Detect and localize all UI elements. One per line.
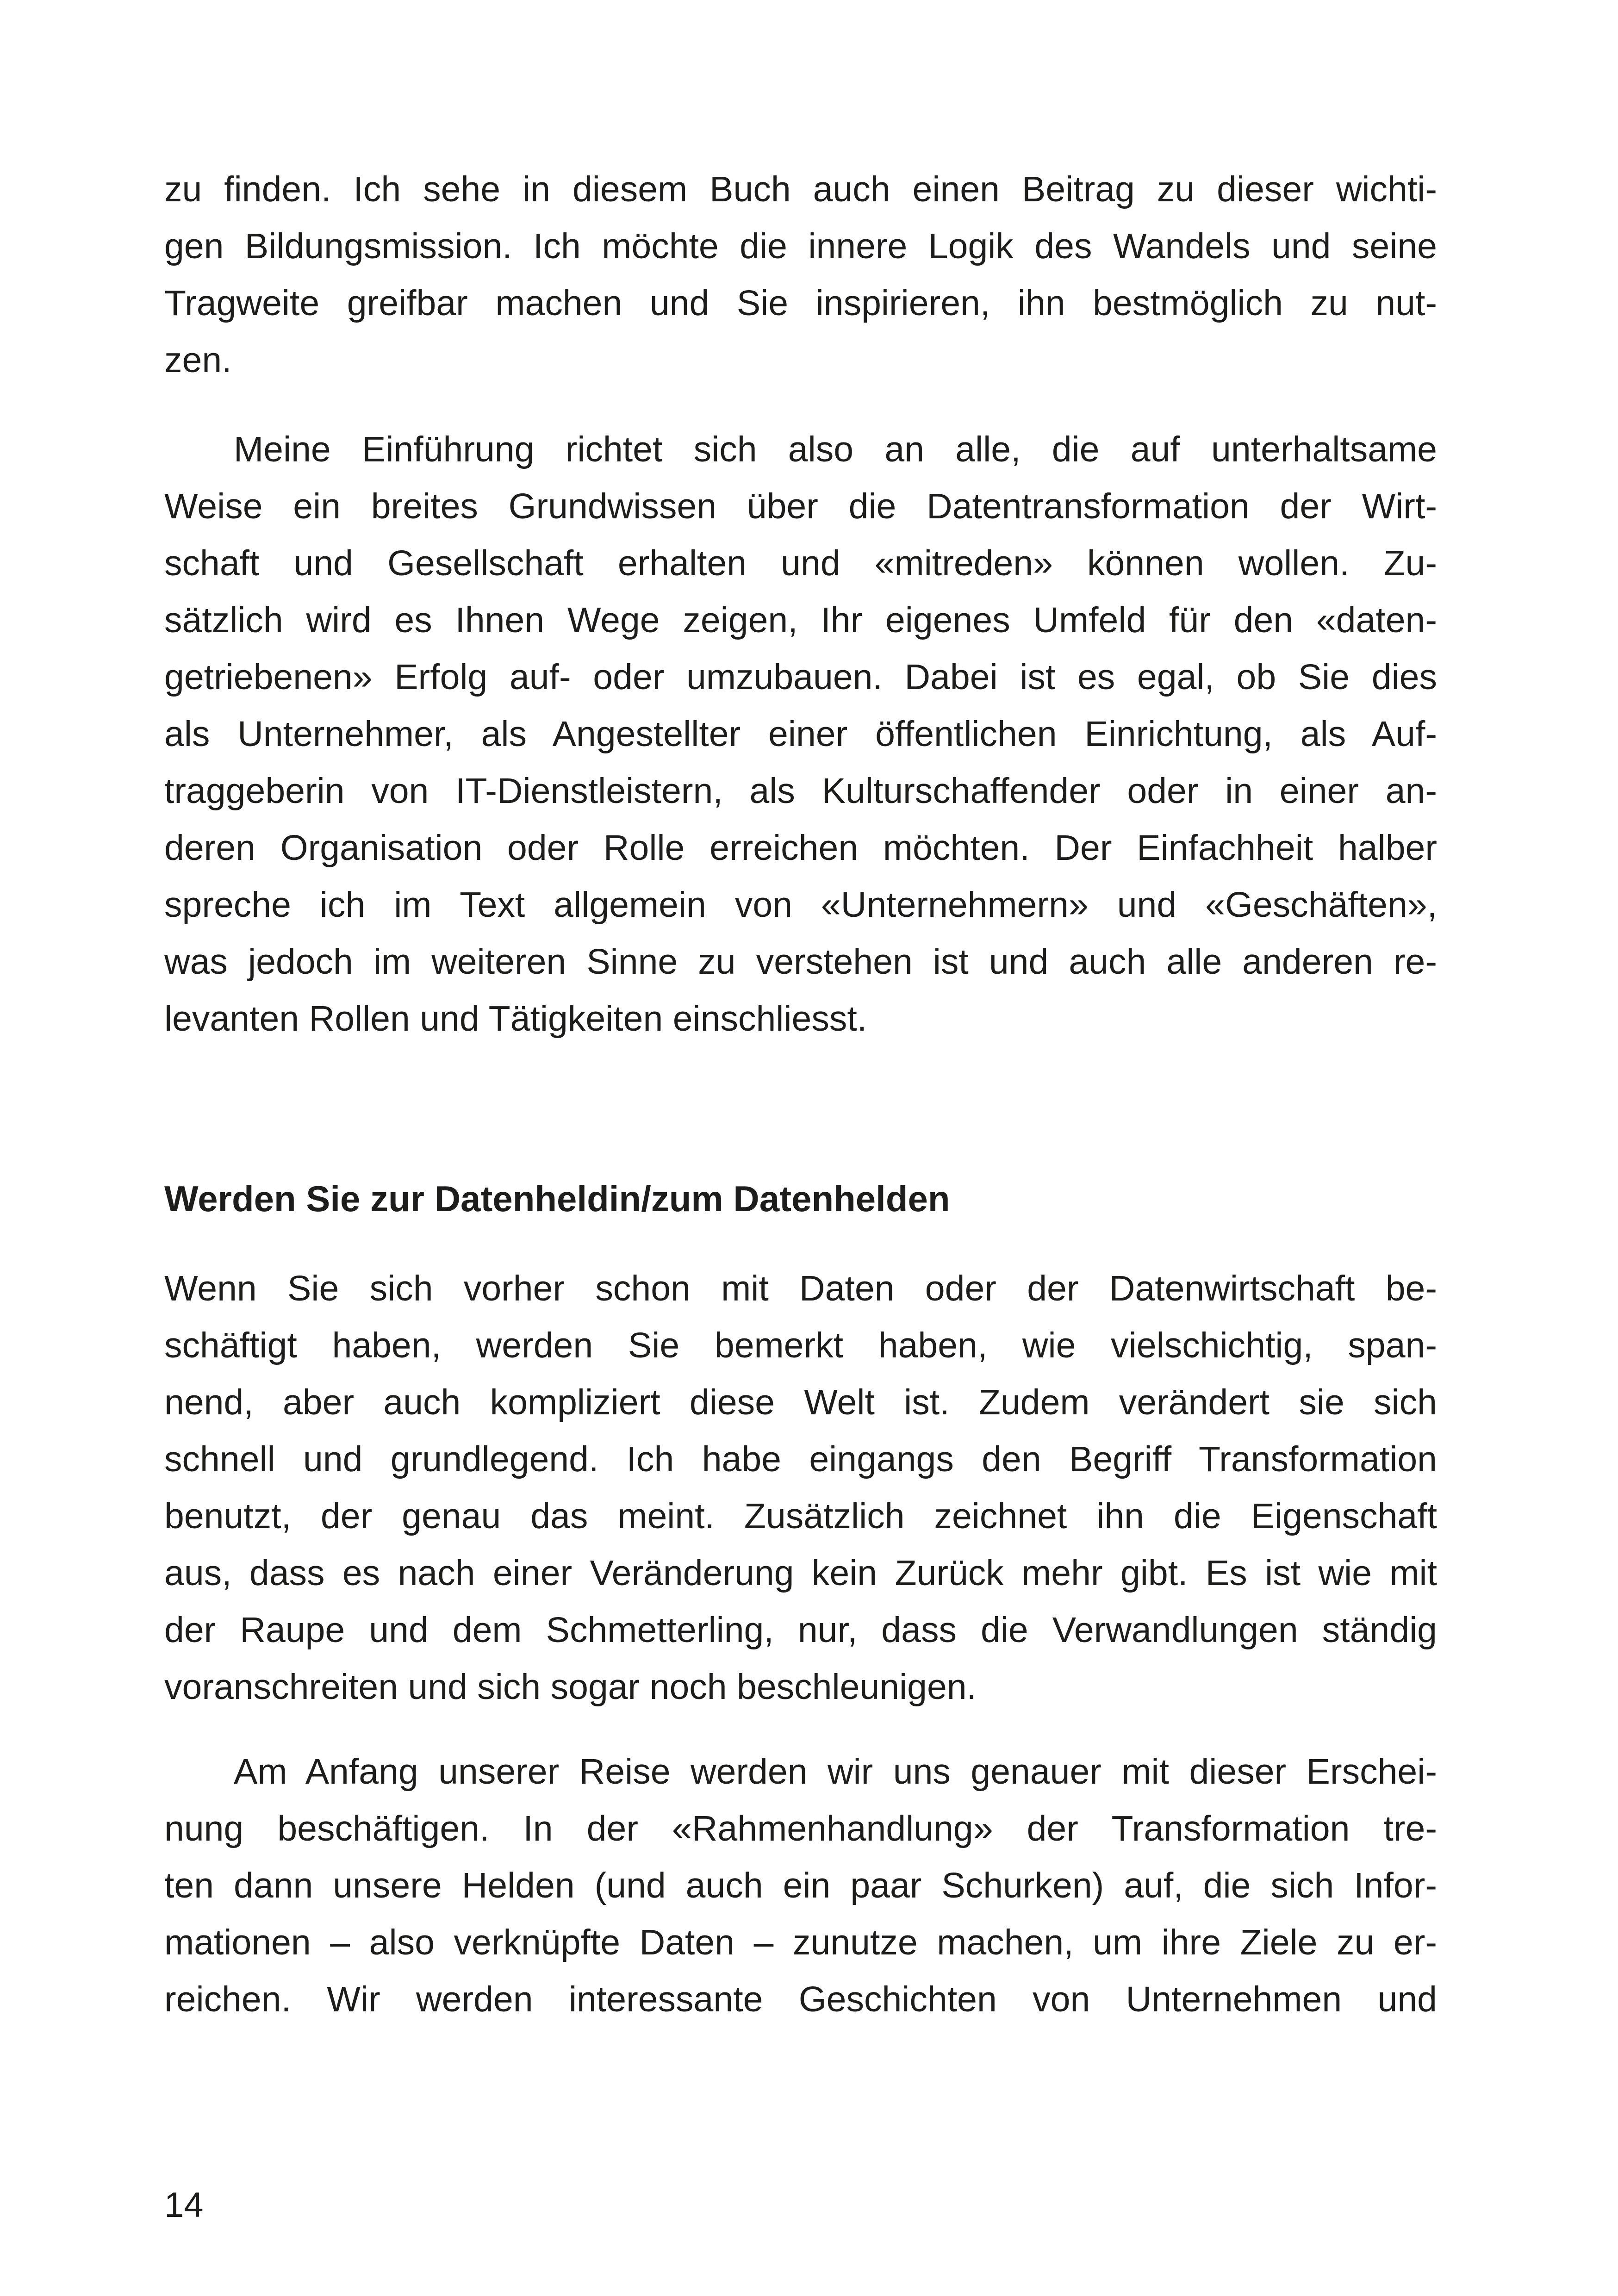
text-line: Weise ein breites Grundwissen über die Datentransformation der Wirt- bbox=[164, 486, 1437, 526]
text-line: nend, aber auch kompliziert diese Welt ist. Zudem verändert sie sich bbox=[164, 1382, 1437, 1422]
text-line: schnell und grundlegend. Ich habe eingangs den Begriff Transformation bbox=[164, 1439, 1437, 1479]
text-line: getriebenen» Erfolg auf- oder umzubauen. Dabei ist es egal, ob Sie dies bbox=[164, 657, 1437, 697]
text-line: Meine Einführung richtet sich also an alle, die auf unterhaltsame bbox=[234, 429, 1437, 469]
text-line: schaft und Gesellschaft erhalten und «mitreden» können wollen. Zu- bbox=[164, 543, 1437, 583]
text-line: mationen – also verknüpfte Daten – zunutze machen, um ihre Ziele zu er- bbox=[164, 1923, 1437, 1962]
text-line: Wenn Sie sich vorher schon mit Daten oder der Datenwirtschaft be- bbox=[164, 1269, 1437, 1308]
text-line: der Raupe und dem Schmetterling, nur, dass die Verwandlungen ständig bbox=[164, 1610, 1437, 1650]
text-line: Tragweite greifbar machen und Sie inspirieren, ihn bestmöglich zu nut- bbox=[164, 283, 1437, 323]
text-line: voranschreiten und sich sogar noch beschleunigen. bbox=[164, 1667, 977, 1707]
text-line: reichen. Wir werden interessante Geschichten von Unternehmen und bbox=[164, 1979, 1437, 2019]
paragraph-2 bbox=[164, 421, 1437, 1047]
page-number: 14 bbox=[164, 2185, 204, 2225]
paragraph-4 bbox=[164, 1743, 1437, 2028]
section-heading: Werden Sie zur Datenheldin/zum Datenhelden bbox=[164, 1178, 950, 1219]
text-line: zu finden. Ich sehe in diesem Buch auch einen Beitrag zu dieser wichti- bbox=[164, 169, 1437, 209]
text-line: Am Anfang unserer Reise werden wir uns genauer mit dieser Erschei- bbox=[234, 1752, 1437, 1792]
text-line: traggeberin von IT-Dienstleistern, als Kulturschaffender oder in einer an- bbox=[164, 771, 1437, 811]
text-line: spreche ich im Text allgemein von «Unternehmern» und «Geschäften», bbox=[164, 885, 1437, 925]
text-line: sätzlich wird es Ihnen Wege zeigen, Ihr eigenes Umfeld für den «daten- bbox=[164, 600, 1437, 640]
text-line: als Unternehmer, als Angestellter einer öffentlichen Einrichtung, als Auf- bbox=[164, 714, 1437, 754]
text-line: aus, dass es nach einer Veränderung kein Zurück mehr gibt. Es ist wie mit bbox=[164, 1553, 1437, 1593]
text-line: gen Bildungsmission. Ich möchte die innere Logik des Wandels und seine bbox=[164, 226, 1437, 266]
text-line: deren Organisation oder Rolle erreichen möchten. Der Einfachheit halber bbox=[164, 828, 1437, 868]
text-line: benutzt, der genau das meint. Zusätzlich zeichnet ihn die Eigenschaft bbox=[164, 1496, 1437, 1536]
text-line: levanten Rollen und Tätigkeiten einschliesst. bbox=[164, 999, 867, 1039]
text-line: was jedoch im weiteren Sinne zu verstehen ist und auch alle anderen re- bbox=[164, 942, 1437, 982]
paragraph-1 bbox=[164, 161, 1437, 389]
text-line: zen. bbox=[164, 340, 232, 380]
text-line: schäftigt haben, werden Sie bemerkt haben, wie vielschichtig, span- bbox=[164, 1325, 1437, 1365]
text-line: ten dann unsere Helden (und auch ein paar Schurken) auf, die sich Infor- bbox=[164, 1866, 1437, 1905]
paragraph-3 bbox=[164, 1260, 1437, 1716]
text-line: nung beschäftigen. In der «Rahmenhandlung» der Transformation tre- bbox=[164, 1809, 1437, 1848]
